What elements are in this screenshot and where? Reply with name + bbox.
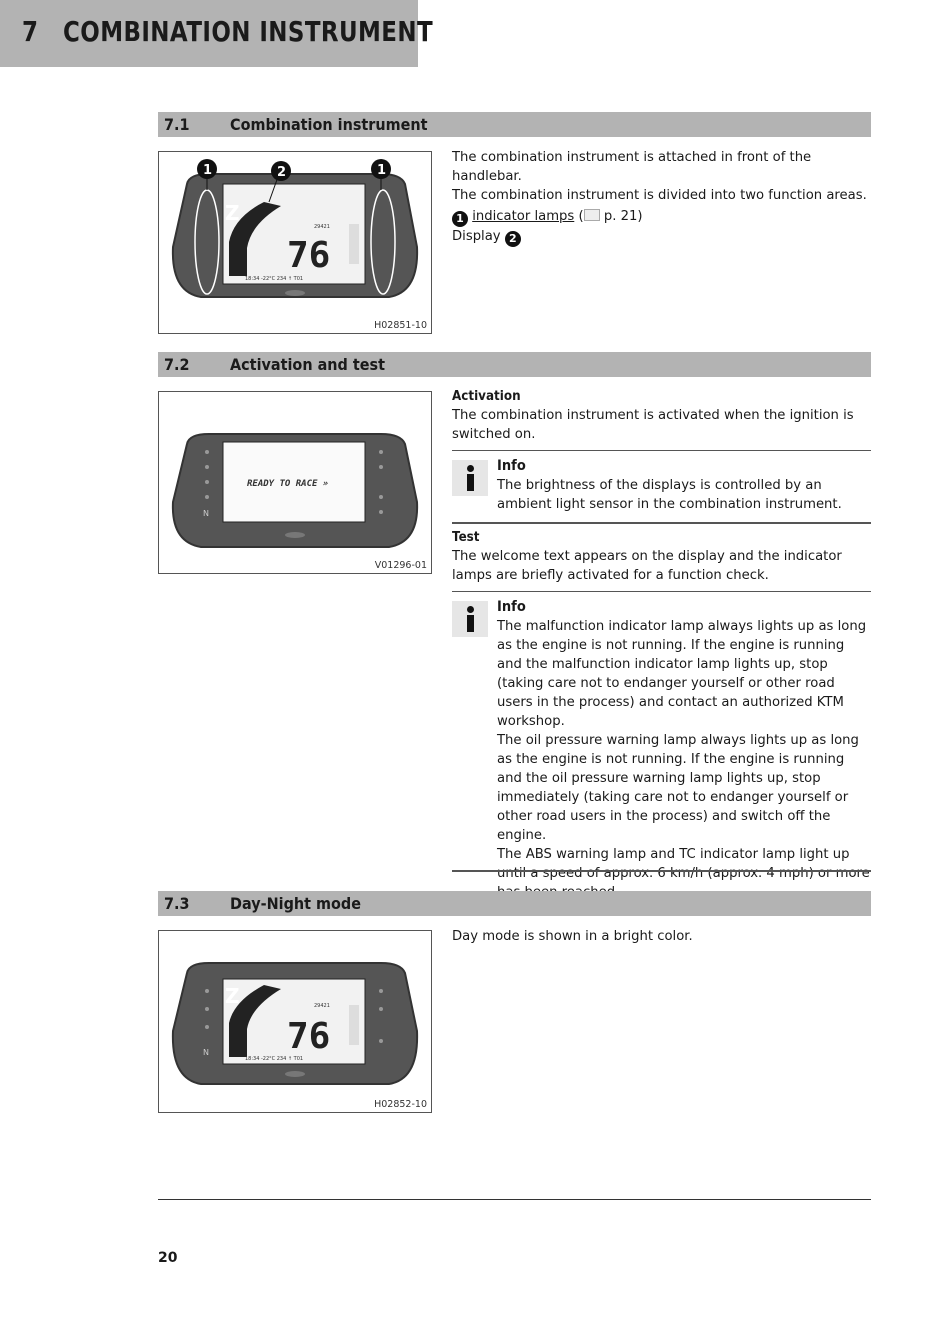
svg-text:1: 1 (203, 163, 213, 178)
section-text-7-3 (452, 927, 872, 946)
test-heading: Test (452, 530, 480, 545)
page-ref: p. 21 (603, 209, 638, 224)
dashboard-day-illustration (159, 931, 431, 1096)
info-icon (452, 460, 488, 496)
info-text: The malfunction indicator lamp always lights up as long as the engine is not running. If the engine is running and the malfunction indicator lamp lights up, stop (taking care not to endanger yourself or other road users in the process) and contact an authorized KTM workshop. (497, 619, 867, 729)
page-number: 20 (158, 1250, 178, 1266)
figure-combination-instrument (158, 151, 432, 334)
speed-readout: 76 (287, 1016, 331, 1057)
test-text (452, 528, 872, 585)
marker-2: 2 (505, 231, 521, 247)
info-block-1 (497, 457, 873, 514)
info-text: The brightness of the displays is controlled by an ambient light sensor in the combination instrument. (497, 478, 842, 512)
welcome-text: READY TO RACE » (247, 479, 329, 489)
svg-text:1: 1 (377, 163, 387, 178)
section-title: Combination instrument (230, 115, 428, 134)
section-number: 7.2 (164, 355, 190, 374)
figure-code: H02852-10 (374, 1099, 427, 1110)
odometer: 29421 (314, 224, 330, 230)
paragraph: The combination instrument is attached in front of the handlebar. (452, 150, 812, 184)
book-icon (584, 209, 600, 221)
activation-text (452, 387, 872, 444)
callout-1: 1 indicator lamps ( p. 21) (452, 207, 872, 227)
svg-text:2: 2 (277, 165, 287, 180)
chapter-title: COMBINATION INSTRUMENT (63, 15, 434, 48)
gear-indicator: Z (225, 984, 240, 1008)
odometer: 29421 (314, 1003, 330, 1009)
figure-code: H02851-10 (374, 320, 427, 331)
section-header-7-3 (158, 891, 871, 916)
paragraph: Day mode is shown in a bright color. (452, 929, 693, 944)
info-title: Info (497, 599, 526, 615)
section-number: 7.1 (164, 115, 190, 134)
status-line: 18:34 -22°C 234 ↑ T01 (245, 276, 304, 282)
figure-day-mode (158, 930, 432, 1113)
callout-2 (452, 227, 872, 247)
indicator-lamps-link[interactable]: indicator lamps (472, 209, 575, 224)
svg-text:N: N (203, 509, 209, 518)
svg-text:N: N (203, 1048, 209, 1057)
dashboard-illustration (159, 152, 431, 317)
speed-readout: 76 (287, 235, 331, 276)
section-title: Activation and test (230, 355, 385, 374)
section-header-7-2 (158, 352, 871, 377)
chapter-number: 7 (22, 15, 39, 48)
info-icon (452, 601, 488, 637)
section-title: Day-Night mode (230, 894, 362, 913)
info-title: Info (497, 458, 526, 474)
info-text: The oil pressure warning lamp always lights up as long as the engine is not running. If the engine is running and the oil pressure warning lamp lights up, stop immediately (taking care not to endanger yourself or other road users in the process) and switch off the engine. (497, 733, 859, 843)
footer-divider (158, 1199, 871, 1200)
display-label: Display (452, 229, 501, 244)
paragraph: The combination instrument is activated when the ignition is switched on. (452, 408, 854, 442)
figure-code: V01296-01 (374, 560, 427, 571)
activation-heading: Activation (452, 389, 521, 404)
info-block-2 (497, 598, 873, 902)
paragraph: The welcome text appears on the display and the indicator lamps are briefly activated for a function check. (452, 549, 842, 583)
section-number: 7.3 (164, 894, 190, 913)
divider (452, 450, 871, 451)
gear-indicator: Z (225, 201, 240, 225)
marker-1: 1 (452, 211, 468, 227)
paragraph: The combination instrument is divided into two function areas. (452, 188, 867, 203)
section-text-7-1 (452, 148, 872, 247)
figure-activation (158, 391, 432, 574)
divider (452, 591, 871, 592)
chapter-header (0, 0, 434, 67)
dashboard-ready-illustration (159, 392, 431, 557)
divider (452, 522, 871, 524)
info-text: The ABS warning lamp and TC indicator lamp light up until a speed of approx. 6 km/h (approx. 4 mph) or more (497, 847, 870, 881)
divider (452, 870, 871, 872)
status-line: 18:34 -22°C 234 ↑ T01 (245, 1056, 304, 1062)
section-header-7-1 (158, 112, 871, 137)
